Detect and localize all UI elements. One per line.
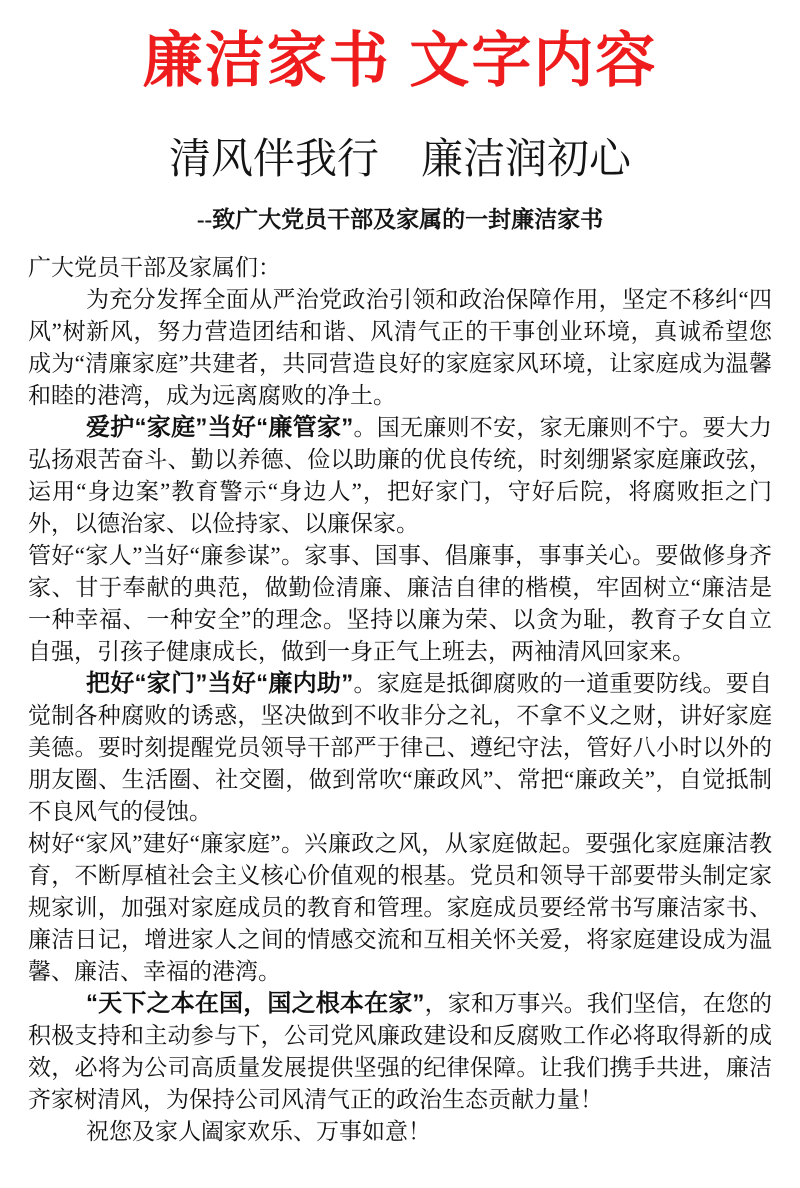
- paragraph-tianxia-zhiben: [28, 988, 772, 1116]
- paragraph-guanhao-jiaren: [28, 540, 772, 668]
- paragraph-text: 。家庭是抵御腐败的一道重要防线。要自觉制各种腐败的诱惑，坚决做到不收非分之礼，不拿不义之财，讲好家庭美德。要时刻提醒党员领导干部严于律己、遵纪守法，管好八小时以外的朋友圈、生活圈、社交圈，做到常吹“廉政风”、常把“廉政关”，自觉抵制不良风气的侵蚀。: [28, 671, 773, 824]
- paragraph-lead: 把好“家门”当好“廉内助”: [86, 670, 354, 697]
- paragraph-aihu-jiating: [28, 412, 772, 540]
- paragraph-closing-wish: [28, 1116, 772, 1148]
- paragraph-text: 广大党员干部及家属们：: [28, 255, 281, 280]
- page-title: 廉洁家书 文字内容: [142, 27, 658, 94]
- paragraph-text: 为充分发挥全面从严治党政治引领和政治保障作用，坚定不移纠“四风”树新风，努力营造团结和谐、风清气正的干事创业环境，真诚希望您成为“清廉家庭”共建者，共同营造良好的家庭家风环境，让家庭成为温馨和睦的港湾，成为远离腐败的净土。: [28, 287, 772, 408]
- paragraph-shuhao-jiafeng: [28, 828, 772, 988]
- paragraph-opening: [28, 284, 772, 412]
- paragraph-text: 。国无廉则不安，家无廉则不宁。要大力弘扬艰苦奋斗、勤以养德、俭以助廉的优良传统，时刻绷紧家庭廉政弦，运用“身边案”教育警示“身边人”，把好家门，守好后院，将腐败拒之门外，以德治家、以俭持家、以廉保家。: [28, 415, 773, 536]
- paragraph-text: ，家和万事兴。我们坚信，在您的积极支持和主动参与下，公司党风廉政建设和反腐败工作必将取得新的成效，必将为公司高质量发展提供坚强的纪律保障。让我们携手共进，廉洁齐家树清风，为保持公司风清气正的政治生态贡献力量！: [28, 991, 773, 1112]
- paragraph-bahao-jiamen: [28, 668, 772, 828]
- letter-heading: 清风伴我行 廉洁润初心: [168, 137, 631, 183]
- paragraph-text: 管好“家人”当好“廉参谋”。家事、国事、倡廉事，事事关心。要做修身齐家、甘于奉献的典范，做勤俭清廉、廉洁自律的楷模，牢固树立“廉洁是一种幸福、一种安全”的理念。坚持以廉为荣、以贪为耻，教育子女自立自强，引孩子健康成长，做到一身正气上班去，两袖清风回家来。: [28, 543, 772, 664]
- letter-subtitle: --致广大党员干部及家属的一封廉洁家书: [196, 207, 604, 232]
- paragraph-lead: 爱护“家庭”当好“廉管家”: [86, 414, 354, 441]
- letter-body: [28, 252, 772, 1148]
- paragraph-lead: “天下之本在国，国之根本在家”: [86, 990, 425, 1017]
- paragraph-text: 祝您及家人阖家欢乐、万事如意！: [86, 1119, 431, 1144]
- paragraph-salutation: [28, 252, 772, 284]
- paragraph-text: 树好“家风”建好“廉家庭”。兴廉政之风，从家庭做起。要强化家庭廉洁教育，不断厚植社会主义核心价值观的根基。党员和领导干部要带头制定家规家训，加强对家庭成员的教育和管理。家庭成员要经常书写廉洁家书、廉洁日记，增进家人之间的情感交流和互相关怀关爱，将家庭建设成为温馨、廉洁、幸福的港湾。: [28, 831, 772, 984]
